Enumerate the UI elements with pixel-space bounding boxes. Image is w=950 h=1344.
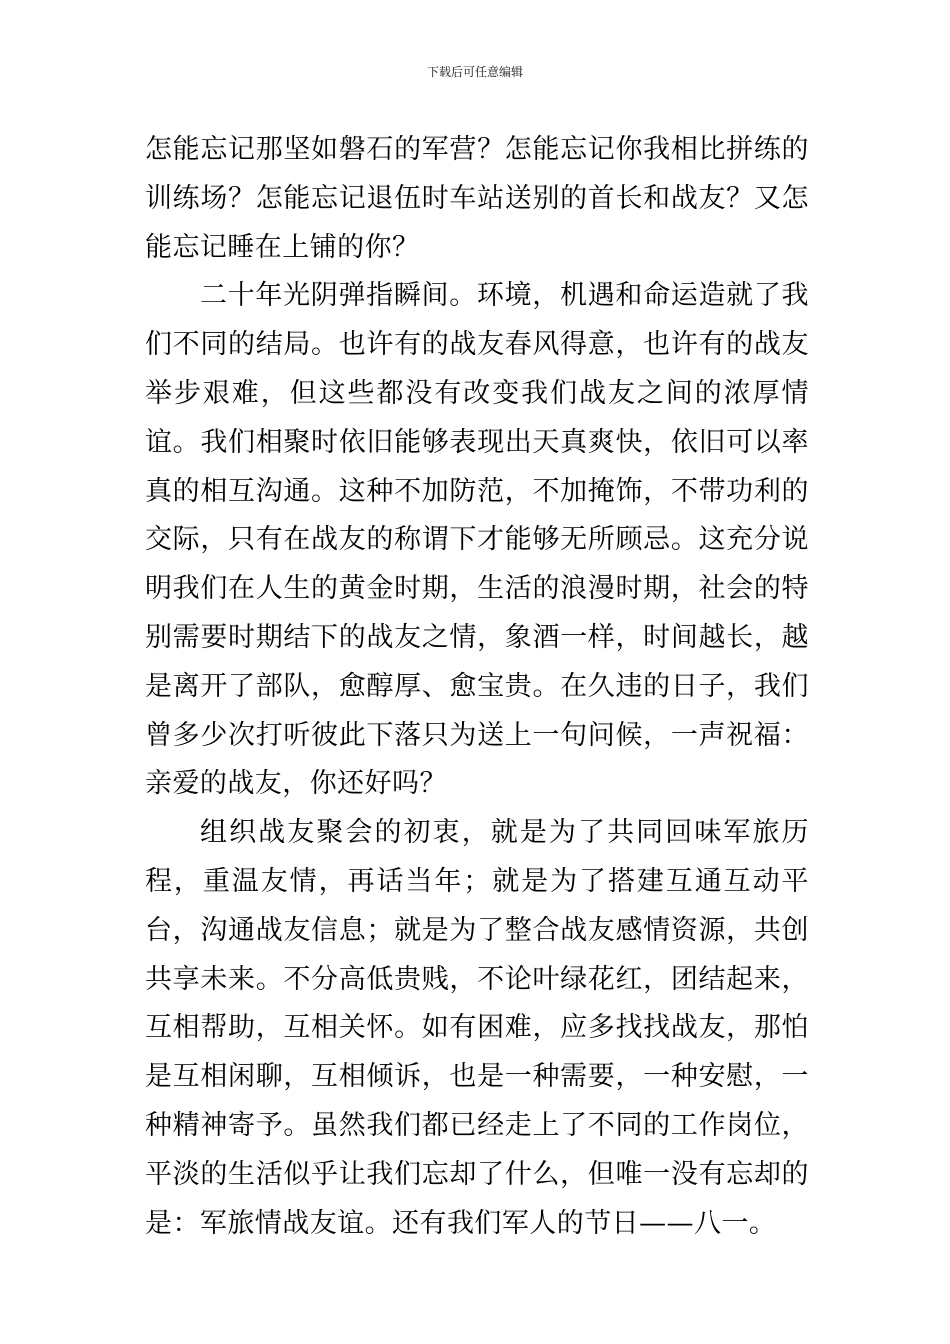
document-body xyxy=(145,126,809,1248)
paragraph-2: 二十年光阴弹指瞬间。环境，机遇和命运造就了我们不同的结局。也许有的战友春风得意，也许有的战友举步艰难，但这些都没有改变我们战友之间的浓厚情谊。我们相聚时依旧能够表现出天真爽快，依旧可以率真的相互沟通。这种不加防范，不加掩饰，不带功利的交际，只有在战友的称谓下才能够无所顾忌。这充分说明我们在人生的黄金时期，生活的浪漫时期，社会的特别需要时期结下的战友之情，象酒一样，时间越长，越是离开了部队，愈醇厚、愈宝贵。在久违的日子，我们曾多少次打听彼此下落只为送上一句问候，一声祝福：亲爱的战友，你还好吗？ xyxy=(145,280,809,800)
paragraph-1: 怎能忘记那坚如磐石的军营？怎能忘记你我相比拼练的训练场？怎能忘记退伍时车站送别的首长和战友？又怎能忘记睡在上铺的你？ xyxy=(145,134,809,263)
paragraph-3: 组织战友聚会的初衷，就是为了共同回味军旅历程，重温友情，再话当年；就是为了搭建互通互动平台，沟通战友信息；就是为了整合战友感情资源，共创共享未来。不分高低贵贱，不论叶绿花红，团结起来，互相帮助，互相关怀。如有困难，应多找找战友，那怕是互相闲聊，互相倾诉，也是一种需要，一种安慰，一种精神寄予。虽然我们都已经走上了不同的工作岗位，平淡的生活似乎让我们忘却了什么，但唯一没有忘却的是：军旅情战友谊。还有我们军人的节日——八一。 xyxy=(145,817,809,1239)
page-header: 下载后可任意编辑 xyxy=(426,65,523,79)
